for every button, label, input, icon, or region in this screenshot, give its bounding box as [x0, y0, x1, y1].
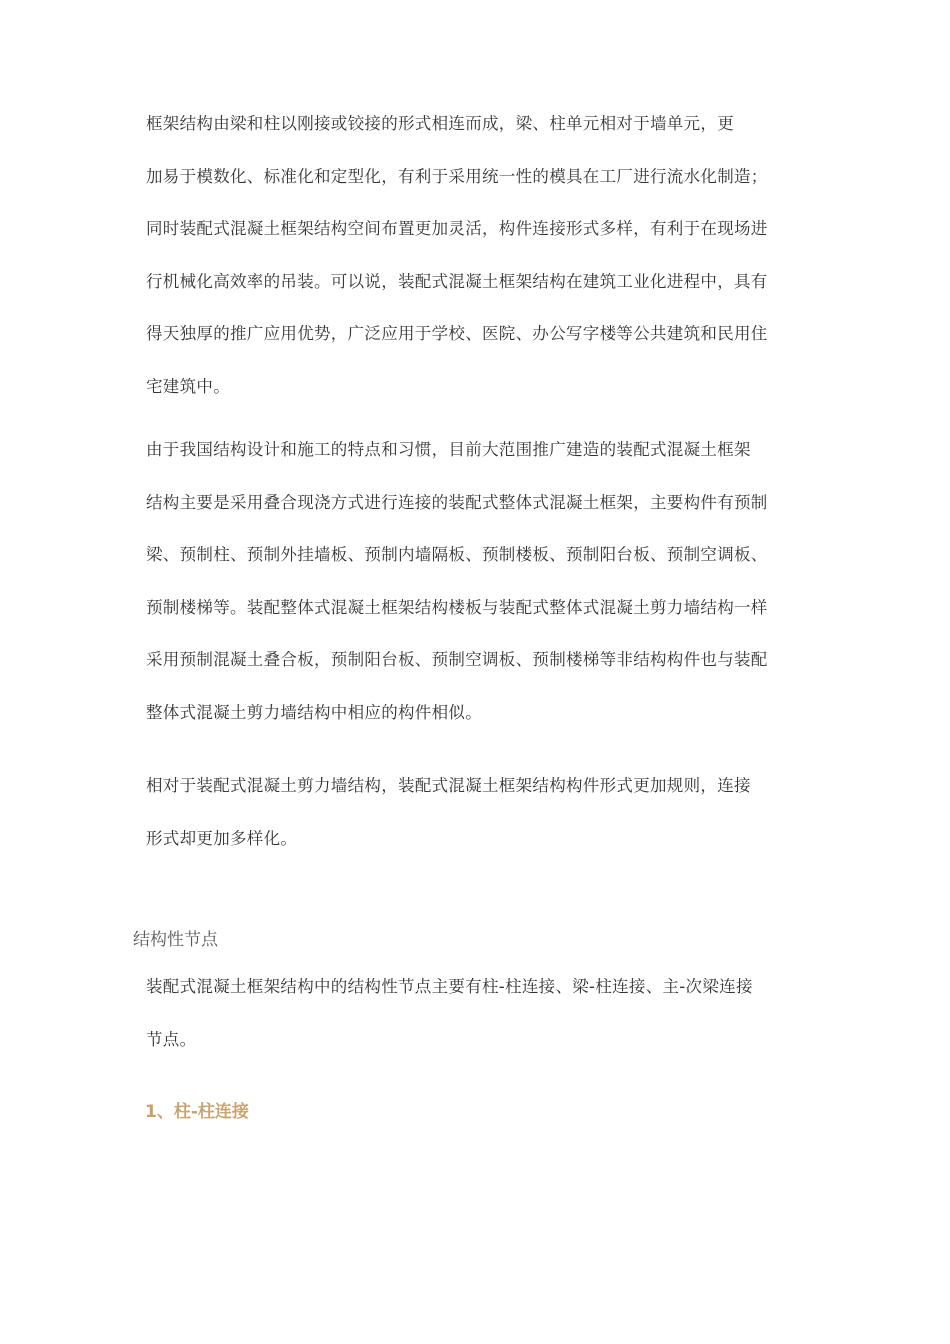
paragraph-line: 节点。 — [146, 1029, 197, 1049]
paragraph-line: 装配式混凝土框架结构中的结构性节点主要有柱-柱连接、梁-柱连接、主-次梁连接 — [146, 977, 753, 996]
paragraph-line: 结构主要是采用叠合现浇方式进行连接的装配式整体式混凝土框架，主要构件有预制 — [146, 492, 768, 512]
paragraph-framework-components — [146, 424, 826, 739]
paragraph-line: 行机械化高效率的吊装。可以说，装配式混凝土框架结构在建筑工业化进程中，具有 — [146, 271, 768, 291]
paragraph-line: 宅建筑中。 — [146, 376, 230, 396]
paragraph-line: 框架结构由梁和柱以刚接或铰接的形式相连而成，梁、柱单元相对于墙单元，更 — [146, 114, 734, 133]
sub-heading: 1、柱-柱连接 — [145, 1102, 249, 1122]
paragraph-line: 梁、预制柱、预制外挂墙板、预制内墙隔板、预制楼板、预制阳台板、预制空调板、 — [146, 545, 768, 564]
paragraph-line: 整体式混凝土剪力墙结构中相应的构件相似。 — [146, 702, 482, 722]
paragraph-line: 形式却更加多样化。 — [146, 828, 298, 848]
paragraph-line: 得天独厚的推广应用优势，广泛应用于学校、医院、办公写字楼等公共建筑和民用住 — [146, 324, 768, 343]
paragraph-line: 同时装配式混凝土框架结构空间布置更加灵活，构件连接形式多样，有利于在现场进 — [146, 219, 768, 238]
paragraph-comparison — [146, 760, 826, 865]
paragraph-line: 预制楼梯等。装配整体式混凝土框架结构楼板与装配式整体式混凝土剪力墙结构一样 — [146, 597, 768, 617]
paragraph-line: 由于我国结构设计和施工的特点和习惯，目前大范围推广建造的装配式混凝土框架 — [146, 440, 751, 459]
paragraph-line: 采用预制混凝土叠合板，预制阳台板、预制空调板、预制楼梯等非结构构件也与装配 — [146, 650, 768, 669]
section-heading: 结构性节点 — [133, 930, 218, 950]
paragraph-framework-intro — [146, 98, 826, 413]
paragraph-line: 加易于模数化、标准化和定型化，有利于采用统一性的模具在工厂进行流水化制造； — [146, 166, 768, 186]
paragraph-line: 相对于装配式混凝土剪力墙结构，装配式混凝土框架结构构件形式更加规则，连接 — [146, 776, 751, 795]
paragraph-structural-nodes — [146, 961, 826, 1066]
